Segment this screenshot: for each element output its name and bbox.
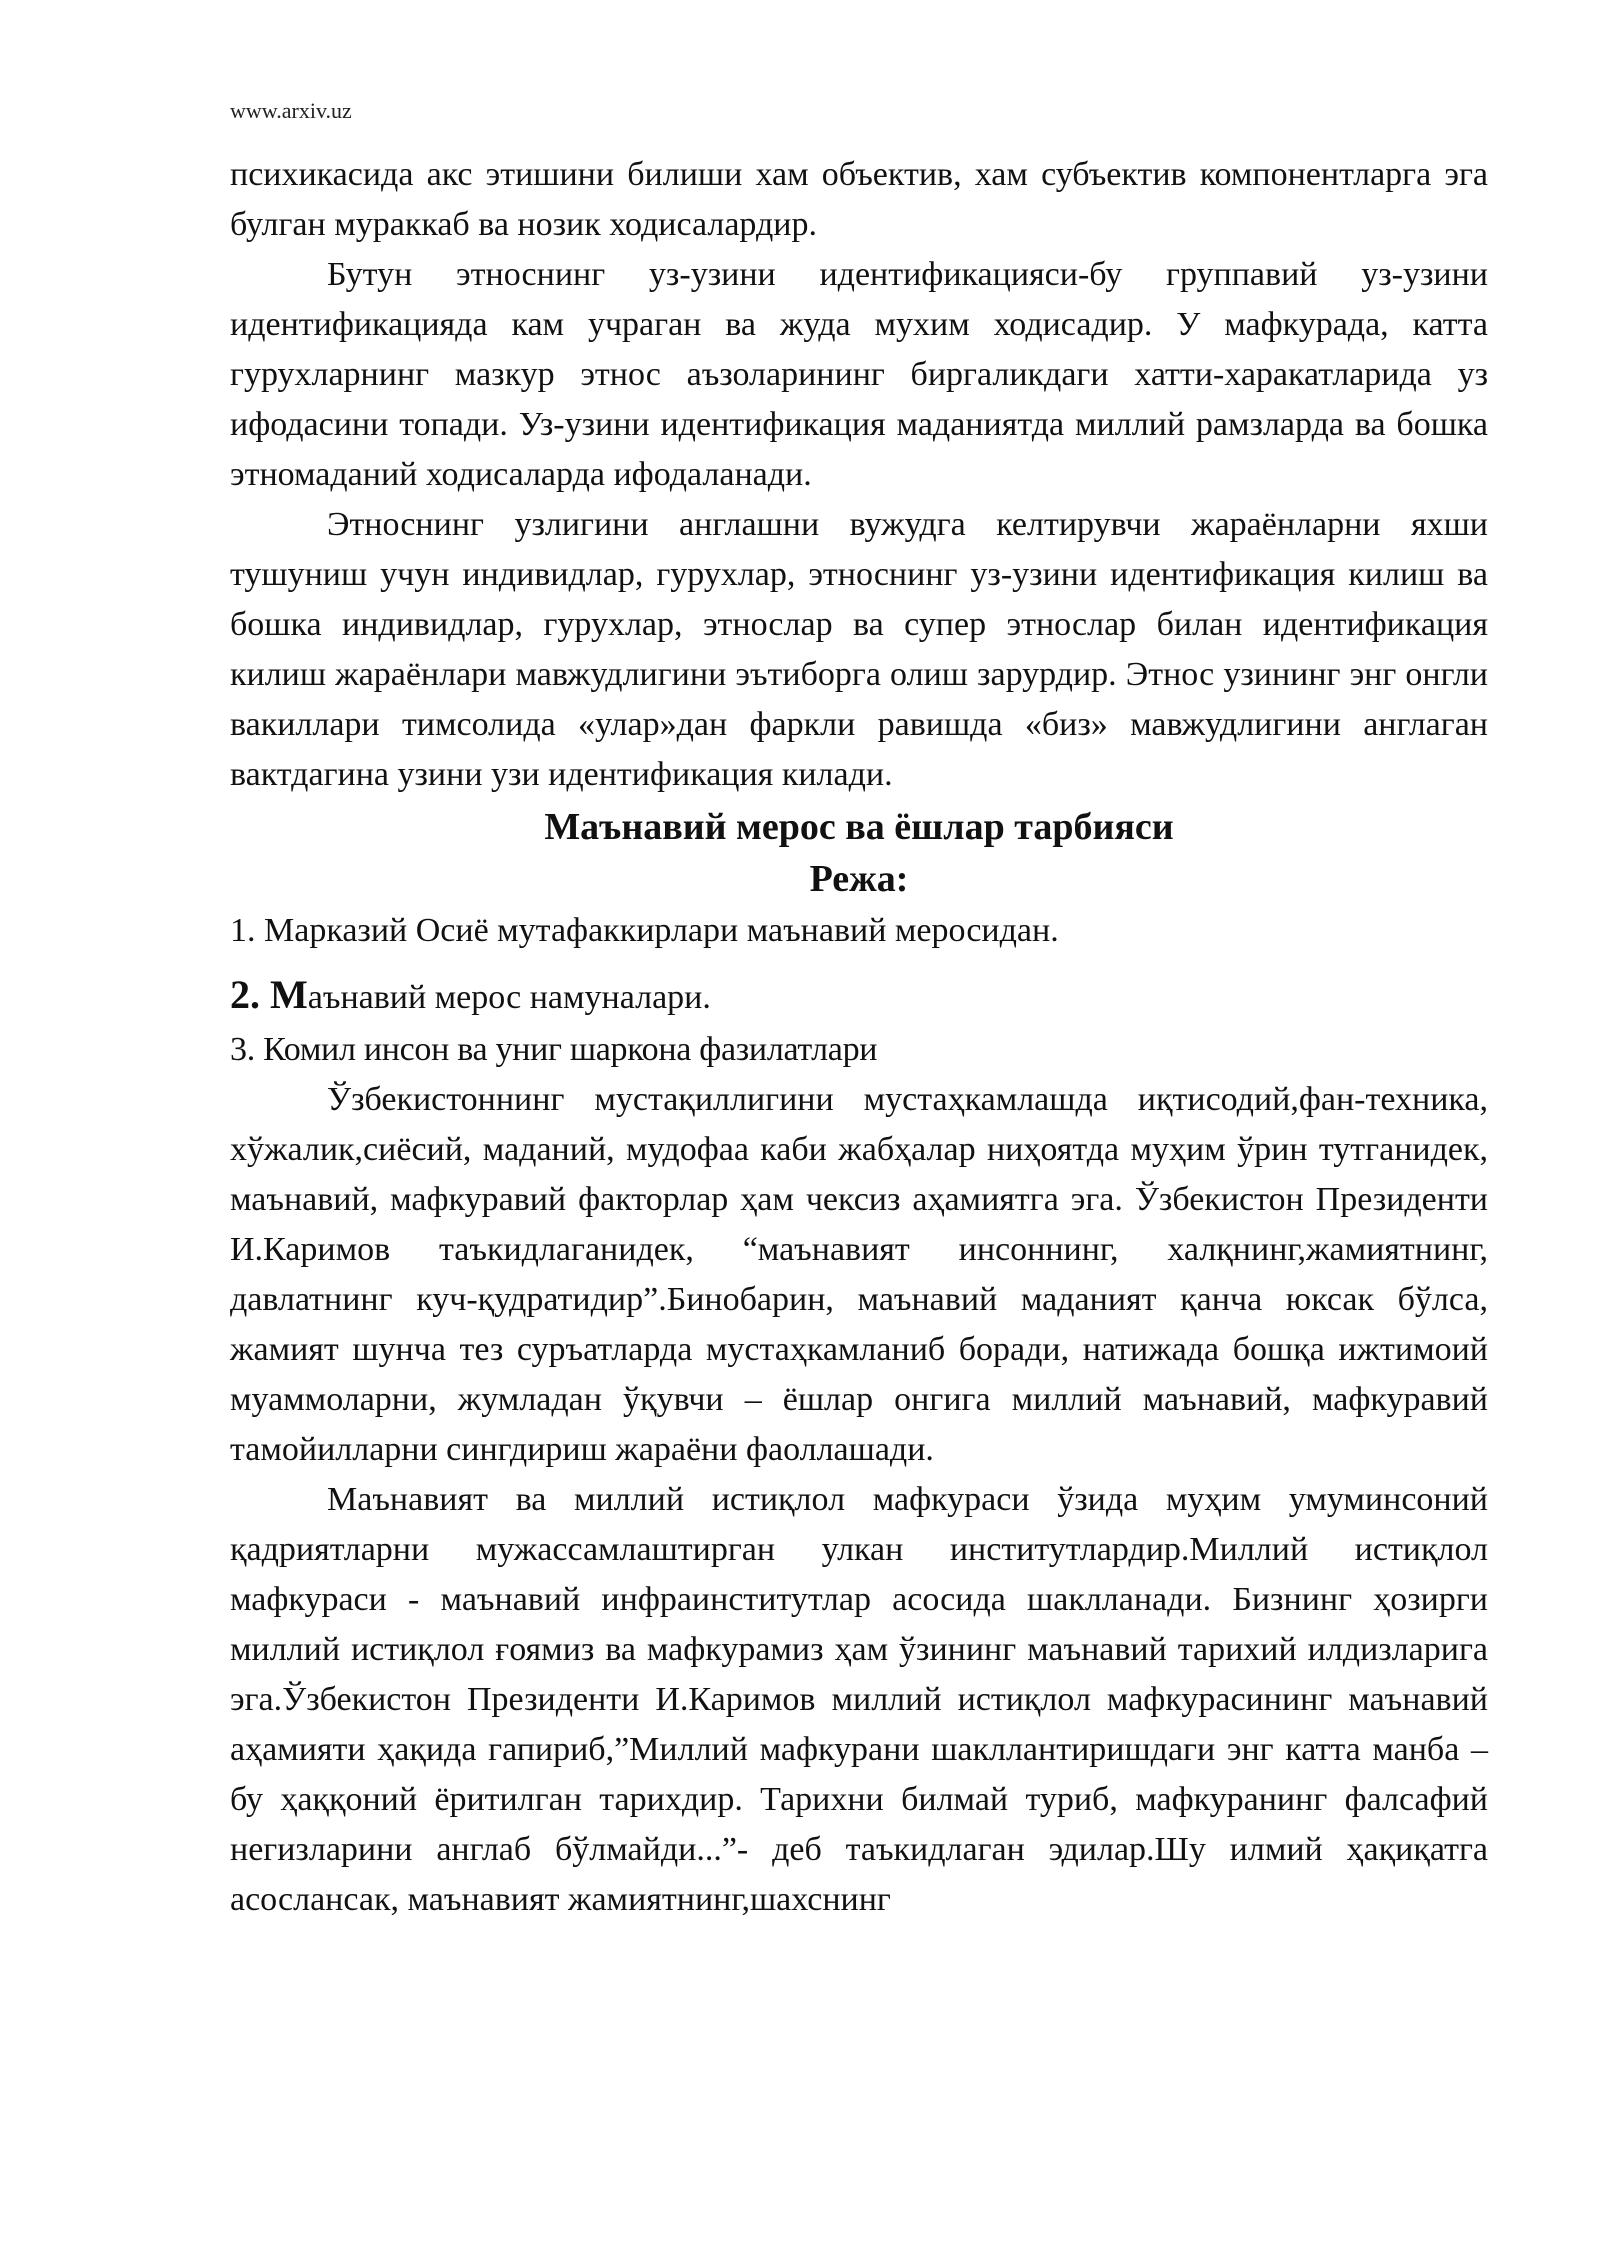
plan-item-1: 1. Марказий Осиё мутафаккирлари маънавий меросидан. bbox=[230, 912, 1059, 949]
paragraph-uzbekistan-independence: Ўзбекистоннинг мустақиллигини мустаҳкамлашда иқтисодий,фан-техника, хўжалик,сиёсий, маданий, мудофаа каби жабҳалар ниҳоятда муҳим ўрин тутганидек, маънавий, мафкуравий факторлар ҳам чексиз аҳамиятга эга. Ўзбекистон Президенти И.Каримов таъкидлаганидек, “маънавият инсоннинг, халқнинг,жамиятнинг, давлатнинг куч-қудратидир”.Бинобарин, маънавий маданият қанча юксак бўлса, жамият шунча тез суръатларда мустаҳкамланиб боради, натижада бошқа ижтимоий муаммоларни, жумладан ўқувчи – ёшлар онгига миллий маънавий, мафкуравий тамойилларни сингдириш жараёни фаоллашади. bbox=[230, 1081, 1488, 1468]
section-title: Маънавий мерос ва ёшлар тарбияси bbox=[544, 806, 1174, 848]
plan-title: Режа: bbox=[809, 858, 909, 900]
header-url: www.arxiv.uz bbox=[230, 98, 352, 123]
paragraph-spirituality-ideology: Маънавият ва миллий истиқлол мафкураси ўзида муҳим умуминсоний қадриятларни мужассамлаштирган улкан институтлардир.Миллий истиқлол мафкураси - маънавий инфраинститутлар асосида шаклланади. Бизнинг ҳозирги миллий истиқлол ғоямиз ва мафкурамиз ҳам ўзининг маънавий тарихий илдизларига эга.Ўзбекистон Президенти И.Каримов миллий истиқлол мафкурасининг маънавий аҳамияти ҳақида гапириб,”Миллий мафкурани шакллантиришдаги энг катта манба – бу ҳаққоний ёритилган тарихдир. Тарихни билмай туриб, мафкуранинг фалсафий негизларини англаб бўлмайди...”- деб таъкидлаган эдилар.Шу илмий ҳақиқатга асослансак, маънавият жамиятнинг,шахснинг bbox=[230, 1481, 1488, 1918]
plan-item-2-text: аънавий мерос намуналари. bbox=[307, 979, 711, 1016]
paragraph-ethnos-identification: Бутун этноснинг уз-узини идентификацияси-бу группавий уз-узини идентификацияда кам учраган ва жуда мухим ходисадир. У мафкурада, катта гурухларнинг мазкур этнос аъзоларининг биргаликдаги хатти-харакатларида уз ифодасини топади. Уз-узини идентификация маданиятда миллий рамзларда ва бошка этномаданий ходисаларда ифодаланади. bbox=[230, 256, 1488, 493]
document-body bbox=[230, 150, 1488, 1925]
plan-item-2-number: 2. М bbox=[230, 972, 308, 1017]
paragraph-continuation: психикасида акс этишини билиши хам объектив, хам субъектив компонентларга эга булган мураккаб ва нозик ходисалардир. bbox=[230, 156, 1488, 243]
plan-item-3: 3. Комил инсон ва униг шаркона фазилатлари bbox=[230, 1031, 878, 1068]
plan-item-2 bbox=[230, 968, 1488, 1025]
paragraph-ethnos-self-awareness: Этноснинг узлигини англашни вужудга келтирувчи жараёнларни яхши тушуниш учун индивидлар, гурухлар, этноснинг уз-узини идентификация килиш ва бошка индивидлар, гурухлар, этнослар ва супер этнослар билан идентификация килиш жараёнлари мавжудлигини эътиборга олиш зарурдир. Этнос узининг энг онгли вакиллари тимсолида «улар»дан фаркли равишда «биз» мавжудлигини англаган вактдагина узини узи идентификация килади. bbox=[230, 506, 1488, 793]
